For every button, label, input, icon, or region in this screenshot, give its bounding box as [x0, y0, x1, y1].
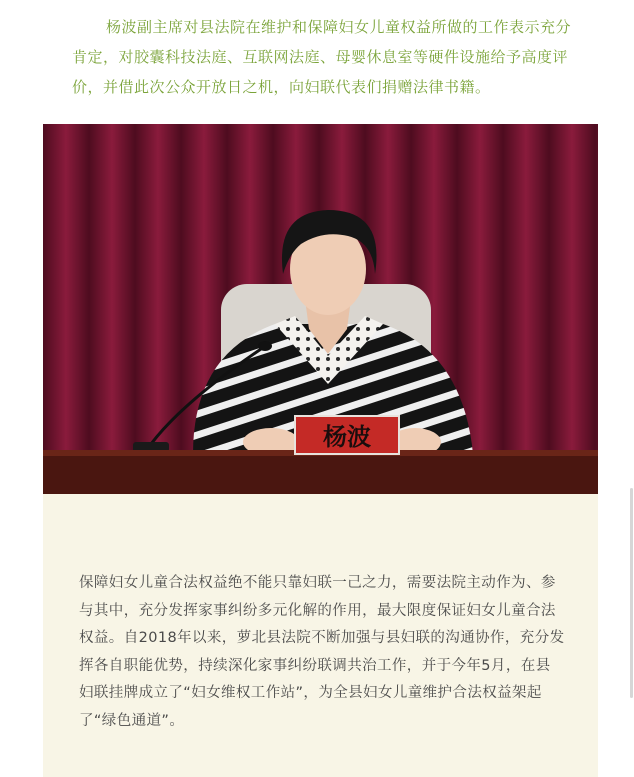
intro-paragraph — [72, 12, 572, 102]
intro-text: 杨波副主席对县法院在维护和保障妇女儿童权益所做的工作表示充分肯定，对胶囊科技法庭、互联网法庭、母婴休息室等硬件设施给予高度评价，并借此次公众开放日之机，向妇联代表们捐赠法律书籍。 — [72, 18, 572, 96]
nameplate-text: 杨波 — [323, 422, 371, 451]
body-paragraph: 保障妇女儿童合法权益绝不能只靠妇联一己之力，需要法院主动作为、参与其中，充分发挥家事纠纷多元化解的作用，最大限度保证妇女儿童合法权益。自2018年以来，萝北县法院不断加强与县妇联的沟通协作，充分发挥各自职能优势，持续深化家事纠纷联调共治工作，并于今年5月，在县妇联挂牌成立了“妇女维权工作站”，为全县妇女儿童维护合法权益架起了“绿色通道”。 — [79, 575, 565, 729]
content-panel — [43, 494, 598, 777]
page-scrollbar[interactable] — [630, 488, 633, 698]
microphone-head — [258, 341, 272, 351]
desk — [43, 450, 598, 494]
speaker-photo-illustration — [43, 124, 598, 494]
event-photo — [43, 124, 598, 494]
